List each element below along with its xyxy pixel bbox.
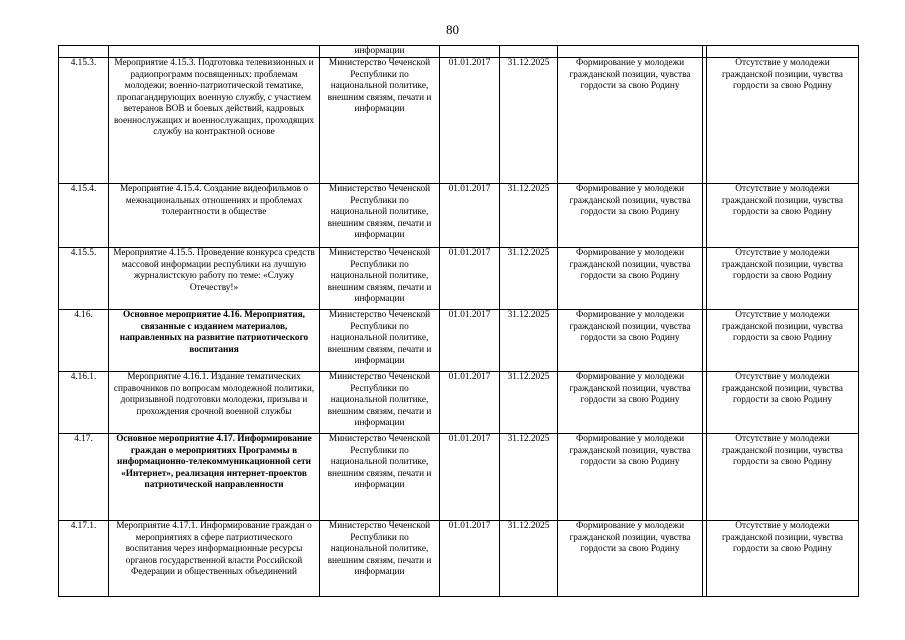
cell-num: 4.15.5. [59, 248, 109, 310]
cell-result: Формирование у молодежи гражданской позиции, чувства гордости за свою Родину [558, 248, 703, 310]
cell-end: 31.12.2025 [500, 521, 558, 597]
cell-executor: Министерство Чеченской Республики по национальной политике, внешним связям, печати и информации [320, 184, 440, 248]
cell-end [500, 46, 558, 58]
cell-num: 4.15.4. [59, 184, 109, 248]
table-row [59, 58, 859, 184]
cell-risk: Отсутствие у молодежи гражданской позиции, чувства гордости за свою Родину [707, 310, 859, 372]
cell-title: Основное мероприятие 4.16. Мероприятия, связанные с изданием материалов, направленных на развитие патриотического воспитания [109, 310, 320, 372]
cell-title: Мероприятие 4.16.1. Издание тематических справочников по вопросам молодежной политики, допризывной подготовки молодежи, призыва и прохождения срочной военной службы [109, 372, 320, 434]
table-row [59, 310, 859, 372]
cell-end: 31.12.2025 [500, 184, 558, 248]
cell-risk: Отсутствие у молодежи гражданской позиции, чувства гордости за свою Родину [707, 184, 859, 248]
cell-result: Формирование у молодежи гражданской позиции, чувства гордости за свою Родину [558, 184, 703, 248]
table-row [59, 184, 859, 248]
table-row [59, 248, 859, 310]
cell-result: Формирование у молодежи гражданской позиции, чувства гордости за свою Родину [558, 58, 703, 184]
cell-num: 4.15.3. [59, 58, 109, 184]
cell-result: Формирование у молодежи гражданской позиции, чувства гордости за свою Родину [558, 372, 703, 434]
cell-end: 31.12.2025 [500, 58, 558, 184]
cell-executor: Министерство Чеченской Республики по национальной политике, внешним связям, печати и информации [320, 310, 440, 372]
cell-title: Основное мероприятие 4.17. Информирование граждан о мероприятиях Программы в информационно-телекоммуникационной сети «Интернет», реализация интернет-проектов патриотической направленности [109, 434, 320, 521]
cell-start: 01.01.2017 [440, 248, 500, 310]
page-number: 80 [446, 22, 459, 37]
cell-start [440, 46, 500, 58]
table-row [59, 521, 859, 597]
cell-end: 31.12.2025 [500, 434, 558, 521]
cell-title: Мероприятие 4.17.1. Информирование граждан о мероприятиях в сфере патриотического воспитания через информационные ресурсы органов государственной власти Российской Федерации и общественных объединений [109, 521, 320, 597]
cell-start: 01.01.2017 [440, 521, 500, 597]
cell-start: 01.01.2017 [440, 184, 500, 248]
cell-title [109, 46, 320, 58]
table-row [59, 434, 859, 521]
cell-risk: Отсутствие у молодежи гражданской позиции, чувства гордости за свою Родину [707, 58, 859, 184]
cell-end: 31.12.2025 [500, 372, 558, 434]
cell-risk: Отсутствие у молодежи гражданской позиции, чувства гордости за свою Родину [707, 372, 859, 434]
table-row [59, 372, 859, 434]
cell-risk: Отсутствие у молодежи гражданской позиции, чувства гордости за свою Родину [707, 434, 859, 521]
cell-num: 4.16. [59, 310, 109, 372]
cell-start: 01.01.2017 [440, 58, 500, 184]
cell-risk: Отсутствие у молодежи гражданской позиции, чувства гордости за свою Родину [707, 248, 859, 310]
cell-result [558, 46, 703, 58]
cell-executor: информации [320, 46, 440, 58]
cell-num: 4.16.1. [59, 372, 109, 434]
cell-end: 31.12.2025 [500, 248, 558, 310]
cell-num: 4.17.1. [59, 521, 109, 597]
cell-result: Формирование у молодежи гражданской позиции, чувства гордости за свою Родину [558, 310, 703, 372]
cell-start: 01.01.2017 [440, 372, 500, 434]
program-activities-table [58, 45, 859, 597]
cell-executor: Министерство Чеченской Республики по национальной политике, внешним связям, печати и информации [320, 372, 440, 434]
cell-num [59, 46, 109, 58]
table-row-continuation [59, 46, 859, 58]
cell-executor: Министерство Чеченской Республики по национальной политике, внешним связям, печати и информации [320, 58, 440, 184]
cell-start: 01.01.2017 [440, 434, 500, 521]
cell-risk: Отсутствие у молодежи гражданской позиции, чувства гордости за свою Родину [707, 521, 859, 597]
cell-result: Формирование у молодежи гражданской позиции, чувства гордости за свою Родину [558, 434, 703, 521]
cell-num: 4.17. [59, 434, 109, 521]
cell-title: Мероприятие 4.15.3. Подготовка телевизионных и радиопрограмм посвященных: проблемам молодежи; военно-патриотической тематике, пропагандирующих военную службу, с участием ветеранов ВОВ и боевых действий, кадровых военнослужащих и военнослужащих, проходящих службу на контрактной основе [109, 58, 320, 184]
cell-result: Формирование у молодежи гражданской позиции, чувства гордости за свою Родину [558, 521, 703, 597]
cell-title: Мероприятие 4.15.5. Проведение конкурса средств массовой информации республики на лучшую журналистскую работу по теме: «Служу Отечеству!» [109, 248, 320, 310]
cell-risk [707, 46, 859, 58]
cell-executor: Министерство Чеченской Республики по национальной политике, внешним связям, печати и информации [320, 521, 440, 597]
cell-executor: Министерство Чеченской Республики по национальной политике, внешним связям, печати и информации [320, 248, 440, 310]
cell-title: Мероприятие 4.15.4. Создание видеофильмов о межнациональных отношениях и проблемах толерантности в обществе [109, 184, 320, 248]
cell-end: 31.12.2025 [500, 310, 558, 372]
cell-executor: Министерство Чеченской Республики по национальной политике, внешним связям, печати и информации [320, 434, 440, 521]
cell-start: 01.01.2017 [440, 310, 500, 372]
